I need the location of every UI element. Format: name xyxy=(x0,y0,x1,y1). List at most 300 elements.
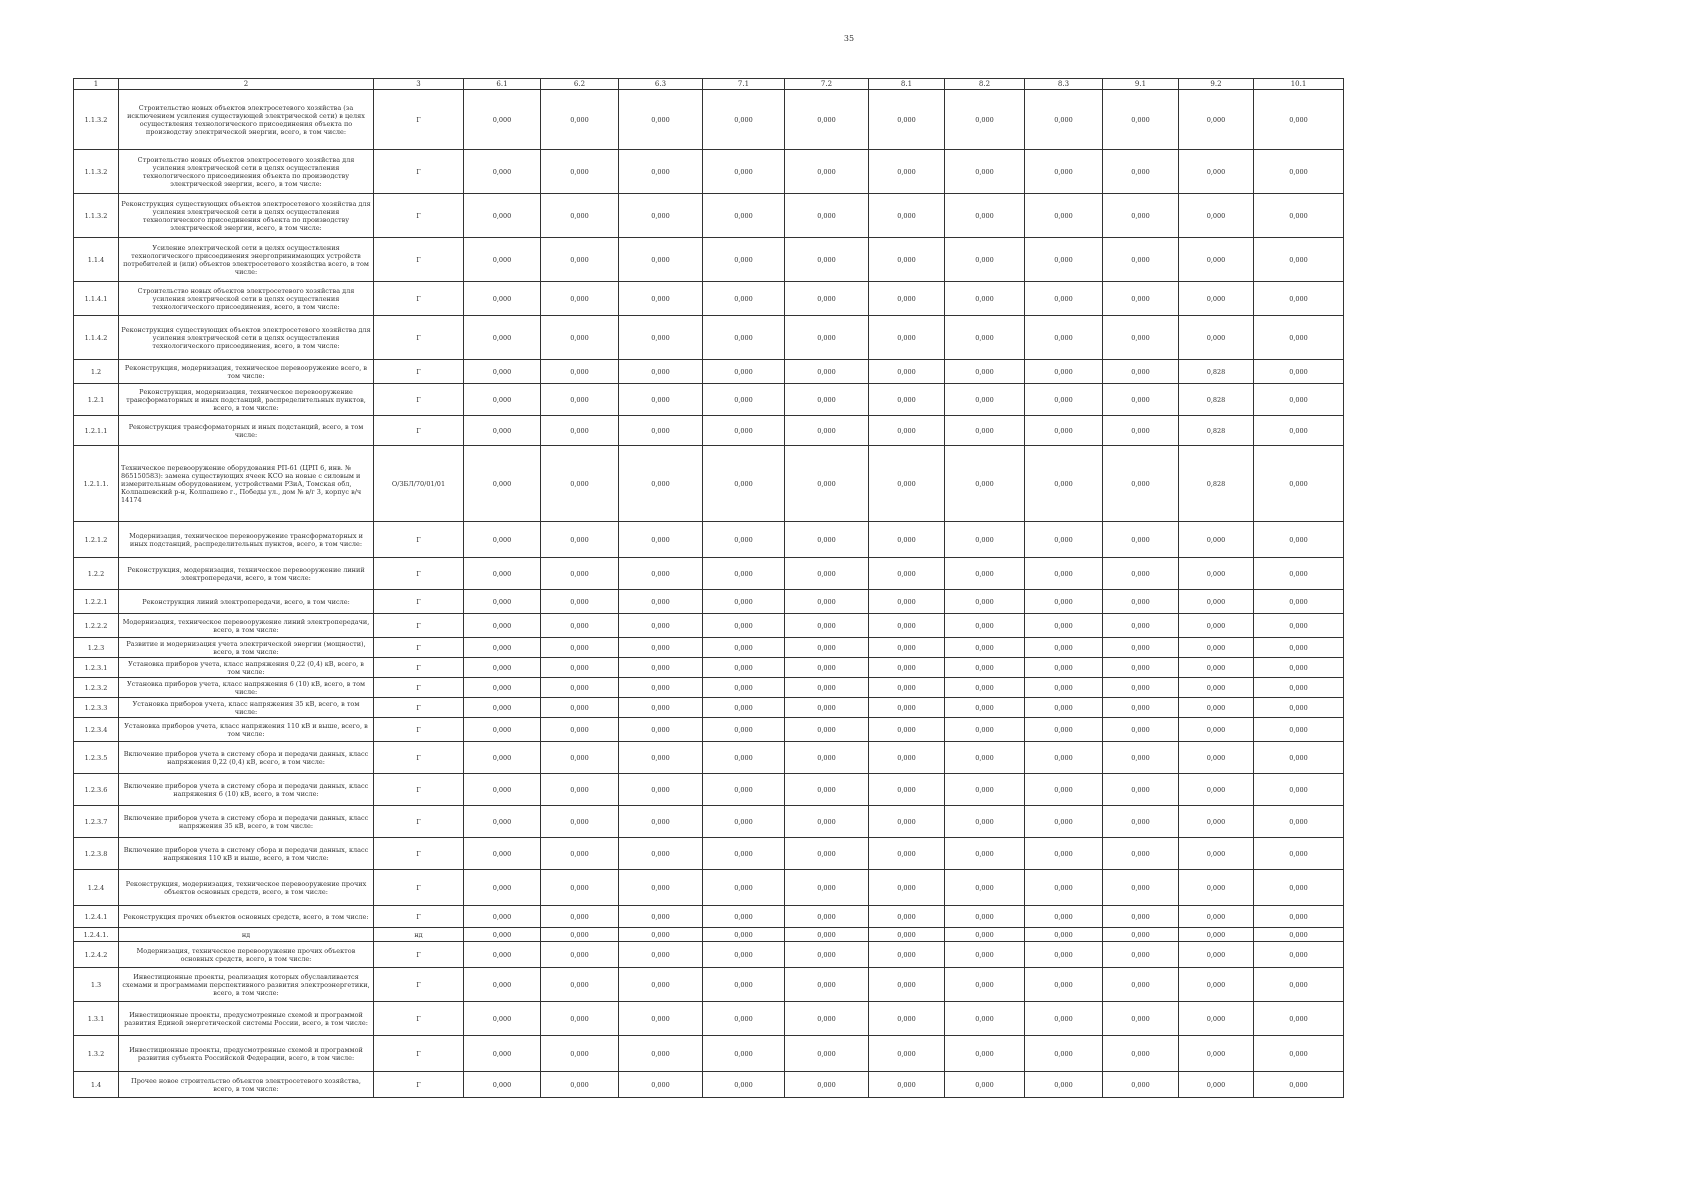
table-row xyxy=(74,678,1344,698)
value-cell: 0,000 xyxy=(1103,238,1179,282)
value-cell: 0,000 xyxy=(541,870,619,906)
value-cell: 0,000 xyxy=(785,316,869,360)
value-cell: 0,000 xyxy=(869,906,945,928)
value-cell: 0,000 xyxy=(1179,558,1254,590)
value-cell: 0,000 xyxy=(1179,968,1254,1002)
value-cell: 0,000 xyxy=(1025,316,1103,360)
value-cell: 0,000 xyxy=(1254,870,1344,906)
value-cell: 0,828 xyxy=(1179,446,1254,522)
row-code: 1.1.4 xyxy=(74,238,119,282)
value-cell: 0,000 xyxy=(541,718,619,742)
value-cell: 0,000 xyxy=(464,718,541,742)
value-cell: 0,000 xyxy=(703,718,785,742)
value-cell: 0,000 xyxy=(1254,150,1344,194)
value-cell: 0,000 xyxy=(945,522,1025,558)
value-cell: 0,000 xyxy=(1179,316,1254,360)
value-cell: 0,000 xyxy=(945,658,1025,678)
row-code: 1.2 xyxy=(74,360,119,384)
row-description: Реконструкция, модернизация, техническое перевооружение трансформаторных и иных подстанций, распределительных пунктов, всего, в том числе: xyxy=(119,384,374,416)
value-cell: 0,000 xyxy=(703,558,785,590)
row-code: 1.2.3.6 xyxy=(74,774,119,806)
table-row xyxy=(74,774,1344,806)
value-cell: 0,000 xyxy=(1103,416,1179,446)
value-cell: 0,000 xyxy=(541,806,619,838)
row-description: Реконструкция, модернизация, техническое перевооружение линий электропередачи, всего, в том числе: xyxy=(119,558,374,590)
value-cell: 0,000 xyxy=(541,150,619,194)
column-header: 9.1 xyxy=(1103,79,1179,90)
value-cell: 0,000 xyxy=(1103,150,1179,194)
row-description: Реконструкция существующих объектов электросетевого хозяйства для усиления электрической сети в целях осуществления технологического присоединения объекта по производству электрической энергии, всего, в том числе: xyxy=(119,194,374,238)
value-cell: 0,000 xyxy=(541,658,619,678)
value-cell: 0,000 xyxy=(945,590,1025,614)
value-cell: 0,000 xyxy=(619,590,703,614)
table-row xyxy=(74,1036,1344,1072)
value-cell: 0,000 xyxy=(1025,238,1103,282)
value-cell: 0,000 xyxy=(1103,1002,1179,1036)
value-cell: 0,000 xyxy=(541,838,619,870)
value-cell: 0,000 xyxy=(619,522,703,558)
value-cell: 0,000 xyxy=(541,558,619,590)
row-identifier: Г xyxy=(374,658,464,678)
value-cell: 0,000 xyxy=(869,282,945,316)
value-cell: 0,000 xyxy=(785,1036,869,1072)
value-cell: 0,000 xyxy=(1179,742,1254,774)
value-cell: 0,000 xyxy=(703,906,785,928)
value-cell: 0,000 xyxy=(619,384,703,416)
value-cell: 0,000 xyxy=(945,1002,1025,1036)
value-cell: 0,000 xyxy=(1179,838,1254,870)
row-description: Включение приборов учета в систему сбора и передачи данных, класс напряжения 35 кВ, всего, в том числе: xyxy=(119,806,374,838)
row-identifier: Г xyxy=(374,1072,464,1098)
value-cell: 0,000 xyxy=(945,638,1025,658)
value-cell: 0,000 xyxy=(703,678,785,698)
value-cell: 0,000 xyxy=(1025,774,1103,806)
value-cell: 0,828 xyxy=(1179,384,1254,416)
value-cell: 0,000 xyxy=(1103,194,1179,238)
row-identifier: Г xyxy=(374,742,464,774)
table-row xyxy=(74,942,1344,968)
value-cell: 0,000 xyxy=(1254,1036,1344,1072)
value-cell: 0,000 xyxy=(785,638,869,658)
value-cell: 0,000 xyxy=(869,806,945,838)
column-header: 10.1 xyxy=(1254,79,1344,90)
value-cell: 0,000 xyxy=(945,906,1025,928)
value-cell: 0,000 xyxy=(1179,522,1254,558)
value-cell: 0,000 xyxy=(619,1036,703,1072)
value-cell: 0,000 xyxy=(1254,90,1344,150)
value-cell: 0,000 xyxy=(541,678,619,698)
value-cell: 0,000 xyxy=(703,282,785,316)
row-identifier: Г xyxy=(374,316,464,360)
value-cell: 0,000 xyxy=(1254,446,1344,522)
value-cell: 0,000 xyxy=(1179,698,1254,718)
value-cell: 0,000 xyxy=(464,590,541,614)
row-description: Строительство новых объектов электросетевого хозяйства (за исключением усиления существующей электрической сети) в целях осуществления технологического присоединения объекта по производству электрической энергии, всего, в том числе: xyxy=(119,90,374,150)
value-cell: 0,000 xyxy=(464,1002,541,1036)
value-cell: 0,000 xyxy=(1254,968,1344,1002)
value-cell: 0,000 xyxy=(541,1072,619,1098)
row-code: 1.2.1 xyxy=(74,384,119,416)
value-cell: 0,000 xyxy=(1103,1036,1179,1072)
value-cell: 0,000 xyxy=(1179,678,1254,698)
value-cell: 0,000 xyxy=(464,968,541,1002)
value-cell: 0,000 xyxy=(1025,282,1103,316)
value-cell: 0,000 xyxy=(785,698,869,718)
value-cell: 0,000 xyxy=(464,150,541,194)
column-header: 7.2 xyxy=(785,79,869,90)
value-cell: 0,000 xyxy=(1025,806,1103,838)
value-cell: 0,000 xyxy=(785,614,869,638)
value-cell: 0,000 xyxy=(1103,774,1179,806)
value-cell: 0,000 xyxy=(619,906,703,928)
table-row xyxy=(74,614,1344,638)
row-description: Модернизация, техническое перевооружение прочих объектов основных средств, всего, в том числе: xyxy=(119,942,374,968)
value-cell: 0,000 xyxy=(1103,942,1179,968)
value-cell: 0,000 xyxy=(945,194,1025,238)
row-description: Включение приборов учета в систему сбора и передачи данных, класс напряжения 0,22 (0,4) кВ, всего, в том числе: xyxy=(119,742,374,774)
value-cell: 0,828 xyxy=(1179,416,1254,446)
row-code: 1.2.4 xyxy=(74,870,119,906)
table-row xyxy=(74,870,1344,906)
row-description: Реконструкция линий электропередачи, всего, в том числе: xyxy=(119,590,374,614)
row-code: 1.2.2.2 xyxy=(74,614,119,638)
row-code: 1.2.1.2 xyxy=(74,522,119,558)
table-row xyxy=(74,522,1344,558)
value-cell: 0,000 xyxy=(1254,658,1344,678)
value-cell: 0,000 xyxy=(464,384,541,416)
value-cell: 0,000 xyxy=(1254,238,1344,282)
value-cell: 0,000 xyxy=(1254,590,1344,614)
value-cell: 0,000 xyxy=(945,150,1025,194)
table-row xyxy=(74,1002,1344,1036)
value-cell: 0,000 xyxy=(464,838,541,870)
value-cell: 0,000 xyxy=(619,698,703,718)
value-cell: 0,000 xyxy=(619,1002,703,1036)
value-cell: 0,000 xyxy=(464,742,541,774)
value-cell: 0,000 xyxy=(1254,614,1344,638)
value-cell: 0,000 xyxy=(785,590,869,614)
row-code: 1.3.2 xyxy=(74,1036,119,1072)
value-cell: 0,000 xyxy=(464,446,541,522)
value-cell: 0,000 xyxy=(1025,384,1103,416)
value-cell: 0,000 xyxy=(869,638,945,658)
value-cell: 0,000 xyxy=(1025,906,1103,928)
value-cell: 0,000 xyxy=(1254,906,1344,928)
value-cell: 0,000 xyxy=(785,416,869,446)
value-cell: 0,000 xyxy=(1025,446,1103,522)
value-cell: 0,000 xyxy=(945,558,1025,590)
row-description: Установка приборов учета, класс напряжения 35 кВ, всего, в том числе: xyxy=(119,698,374,718)
value-cell: 0,000 xyxy=(785,558,869,590)
value-cell: 0,000 xyxy=(703,968,785,1002)
row-identifier: Г xyxy=(374,614,464,638)
value-cell: 0,000 xyxy=(1179,1036,1254,1072)
value-cell: 0,000 xyxy=(785,150,869,194)
value-cell: 0,000 xyxy=(464,906,541,928)
value-cell: 0,000 xyxy=(703,384,785,416)
row-description: нд xyxy=(119,928,374,942)
value-cell: 0,000 xyxy=(464,558,541,590)
value-cell: 0,000 xyxy=(464,238,541,282)
row-description: Установка приборов учета, класс напряжения 0,22 (0,4) кВ, всего, в том числе: xyxy=(119,658,374,678)
value-cell: 0,000 xyxy=(1103,360,1179,384)
value-cell: 0,000 xyxy=(785,194,869,238)
value-cell: 0,000 xyxy=(1179,658,1254,678)
value-cell: 0,000 xyxy=(541,774,619,806)
value-cell: 0,000 xyxy=(1254,1072,1344,1098)
value-cell: 0,000 xyxy=(703,360,785,384)
value-cell: 0,000 xyxy=(1254,718,1344,742)
value-cell: 0,000 xyxy=(703,194,785,238)
value-cell: 0,000 xyxy=(785,806,869,838)
value-cell: 0,000 xyxy=(703,698,785,718)
value-cell: 0,000 xyxy=(541,742,619,774)
table-row xyxy=(74,384,1344,416)
table-row xyxy=(74,90,1344,150)
value-cell: 0,000 xyxy=(464,522,541,558)
row-code: 1.2.3.1 xyxy=(74,658,119,678)
value-cell: 0,000 xyxy=(869,658,945,678)
value-cell: 0,000 xyxy=(1103,718,1179,742)
investment-program-table xyxy=(73,78,1344,1098)
row-identifier: Г xyxy=(374,282,464,316)
column-header: 1 xyxy=(74,79,119,90)
column-header: 6.1 xyxy=(464,79,541,90)
value-cell: 0,000 xyxy=(1025,194,1103,238)
value-cell: 0,000 xyxy=(1025,614,1103,638)
row-identifier: Г xyxy=(374,806,464,838)
value-cell: 0,000 xyxy=(1179,1072,1254,1098)
value-cell: 0,000 xyxy=(619,838,703,870)
value-cell: 0,000 xyxy=(541,282,619,316)
value-cell: 0,000 xyxy=(1254,698,1344,718)
value-cell: 0,000 xyxy=(785,870,869,906)
value-cell: 0,000 xyxy=(1254,282,1344,316)
value-cell: 0,000 xyxy=(1103,614,1179,638)
value-cell: 0,000 xyxy=(785,658,869,678)
table-row xyxy=(74,806,1344,838)
row-identifier: Г xyxy=(374,838,464,870)
row-code: 1.2.3.3 xyxy=(74,698,119,718)
row-code: 1.2.1.1 xyxy=(74,416,119,446)
value-cell: 0,000 xyxy=(464,194,541,238)
value-cell: 0,000 xyxy=(464,360,541,384)
row-description: Включение приборов учета в систему сбора и передачи данных, класс напряжения 6 (10) кВ, всего, в том числе: xyxy=(119,774,374,806)
value-cell: 0,000 xyxy=(541,928,619,942)
value-cell: 0,000 xyxy=(1025,838,1103,870)
value-cell: 0,000 xyxy=(785,1002,869,1036)
table-row xyxy=(74,194,1344,238)
row-identifier: Г xyxy=(374,968,464,1002)
value-cell: 0,000 xyxy=(1103,316,1179,360)
row-identifier: Г xyxy=(374,1002,464,1036)
value-cell: 0,000 xyxy=(869,968,945,1002)
value-cell: 0,000 xyxy=(1103,658,1179,678)
value-cell: 0,000 xyxy=(945,282,1025,316)
value-cell: 0,000 xyxy=(1025,416,1103,446)
value-cell: 0,000 xyxy=(869,614,945,638)
value-cell: 0,000 xyxy=(1025,1036,1103,1072)
value-cell: 0,000 xyxy=(464,90,541,150)
value-cell: 0,000 xyxy=(1254,774,1344,806)
value-cell: 0,000 xyxy=(869,1036,945,1072)
table-row xyxy=(74,558,1344,590)
value-cell: 0,000 xyxy=(1025,558,1103,590)
row-code: 1.2.4.2 xyxy=(74,942,119,968)
table-row xyxy=(74,718,1344,742)
row-description: Техническое перевооружение оборудования РП-61 (ЦРП 6, инв. № 865150583): замена существующих ячеек КСО на новые с силовым и измерительным оборудованием, устройствами РЗиА, Томская обл, Колпашевский р-н, Колпашево г., Победы ул., дом № в/г 3, корпус в/ч 14174 xyxy=(119,446,374,522)
value-cell: 0,000 xyxy=(541,384,619,416)
value-cell: 0,000 xyxy=(945,238,1025,282)
row-description: Реконструкция существующих объектов электросетевого хозяйства для усиления электрической сети в целях осуществления технологического присоединения, всего, в том числе: xyxy=(119,316,374,360)
value-cell: 0,000 xyxy=(1179,774,1254,806)
value-cell: 0,000 xyxy=(1103,906,1179,928)
value-cell: 0,000 xyxy=(464,658,541,678)
value-cell: 0,000 xyxy=(464,282,541,316)
value-cell: 0,000 xyxy=(1025,928,1103,942)
column-header: 6.3 xyxy=(619,79,703,90)
value-cell: 0,000 xyxy=(464,1036,541,1072)
value-cell: 0,000 xyxy=(945,718,1025,742)
value-cell: 0,000 xyxy=(703,742,785,774)
value-cell: 0,000 xyxy=(464,678,541,698)
value-cell: 0,000 xyxy=(945,806,1025,838)
value-cell: 0,000 xyxy=(869,718,945,742)
value-cell: 0,000 xyxy=(785,968,869,1002)
row-description: Установка приборов учета, класс напряжения 110 кВ и выше, всего, в том числе: xyxy=(119,718,374,742)
row-code: 1.2.1.1. xyxy=(74,446,119,522)
value-cell: 0,000 xyxy=(945,928,1025,942)
value-cell: 0,000 xyxy=(619,238,703,282)
value-cell: 0,000 xyxy=(619,150,703,194)
value-cell: 0,000 xyxy=(945,838,1025,870)
value-cell: 0,000 xyxy=(619,658,703,678)
column-header: 9.2 xyxy=(1179,79,1254,90)
row-description: Инвестиционные проекты, реализация которых обуславливается схемами и программами перспективного развития электроэнергетики, всего, в том числе: xyxy=(119,968,374,1002)
value-cell: 0,000 xyxy=(464,1072,541,1098)
value-cell: 0,000 xyxy=(1179,870,1254,906)
row-code: 1.3 xyxy=(74,968,119,1002)
value-cell: 0,000 xyxy=(1103,838,1179,870)
value-cell: 0,000 xyxy=(1103,870,1179,906)
value-cell: 0,000 xyxy=(541,614,619,638)
row-identifier: Г xyxy=(374,718,464,742)
value-cell: 0,000 xyxy=(703,638,785,658)
value-cell: 0,000 xyxy=(869,194,945,238)
value-cell: 0,000 xyxy=(785,282,869,316)
row-description: Модернизация, техническое перевооружение трансформаторных и иных подстанций, распределительных пунктов, всего, в том числе: xyxy=(119,522,374,558)
value-cell: 0,000 xyxy=(1179,150,1254,194)
row-identifier: О/ЗБЛ/70/01/01 xyxy=(374,446,464,522)
value-cell: 0,000 xyxy=(1103,590,1179,614)
value-cell: 0,000 xyxy=(464,870,541,906)
row-identifier: Г xyxy=(374,238,464,282)
value-cell: 0,000 xyxy=(1025,360,1103,384)
row-code: 1.4 xyxy=(74,1072,119,1098)
value-cell: 0,000 xyxy=(541,968,619,1002)
value-cell: 0,000 xyxy=(1254,384,1344,416)
row-description: Реконструкция прочих объектов основных средств, всего, в том числе: xyxy=(119,906,374,928)
row-code: 1.2.4.1. xyxy=(74,928,119,942)
row-description: Инвестиционные проекты, предусмотренные схемой и программой развития субъекта Российской Федерации, всего, в том числе: xyxy=(119,1036,374,1072)
value-cell: 0,000 xyxy=(703,1002,785,1036)
value-cell: 0,000 xyxy=(703,658,785,678)
row-identifier: Г xyxy=(374,942,464,968)
value-cell: 0,000 xyxy=(869,590,945,614)
row-code: 1.2.2.1 xyxy=(74,590,119,614)
table-row xyxy=(74,590,1344,614)
value-cell: 0,000 xyxy=(1025,150,1103,194)
value-cell: 0,000 xyxy=(785,446,869,522)
column-header: 8.3 xyxy=(1025,79,1103,90)
value-cell: 0,000 xyxy=(1179,1002,1254,1036)
table-row xyxy=(74,742,1344,774)
value-cell: 0,000 xyxy=(1025,870,1103,906)
value-cell: 0,000 xyxy=(1103,928,1179,942)
value-cell: 0,000 xyxy=(1103,638,1179,658)
table-row xyxy=(74,698,1344,718)
value-cell: 0,000 xyxy=(619,870,703,906)
value-cell: 0,000 xyxy=(464,316,541,360)
column-header: 8.1 xyxy=(869,79,945,90)
table-row xyxy=(74,1072,1344,1098)
value-cell: 0,000 xyxy=(1025,678,1103,698)
table-row xyxy=(74,282,1344,316)
value-cell: 0,000 xyxy=(1179,718,1254,742)
column-header: 7.1 xyxy=(703,79,785,90)
row-description: Строительство новых объектов электросетевого хозяйства для усиления электрической сети в целях осуществления технологического присоединения, всего, в том числе: xyxy=(119,282,374,316)
value-cell: 0,000 xyxy=(1025,658,1103,678)
row-description: Реконструкция, модернизация, техническое перевооружение всего, в том числе: xyxy=(119,360,374,384)
row-code: 1.1.4.1 xyxy=(74,282,119,316)
value-cell: 0,000 xyxy=(1179,590,1254,614)
value-cell: 0,000 xyxy=(619,360,703,384)
value-cell: 0,000 xyxy=(703,316,785,360)
value-cell: 0,000 xyxy=(1254,360,1344,384)
value-cell: 0,000 xyxy=(619,90,703,150)
value-cell: 0,000 xyxy=(1254,928,1344,942)
row-identifier: Г xyxy=(374,870,464,906)
value-cell: 0,000 xyxy=(1179,614,1254,638)
value-cell: 0,000 xyxy=(703,806,785,838)
value-cell: 0,000 xyxy=(945,698,1025,718)
value-cell: 0,000 xyxy=(541,360,619,384)
row-identifier: Г xyxy=(374,638,464,658)
value-cell: 0,000 xyxy=(869,316,945,360)
value-cell: 0,000 xyxy=(703,838,785,870)
value-cell: 0,000 xyxy=(785,360,869,384)
value-cell: 0,000 xyxy=(619,558,703,590)
value-cell: 0,000 xyxy=(619,446,703,522)
table-row xyxy=(74,416,1344,446)
value-cell: 0,000 xyxy=(869,384,945,416)
header-row xyxy=(74,79,1344,90)
value-cell: 0,000 xyxy=(869,446,945,522)
value-cell: 0,000 xyxy=(619,942,703,968)
row-description: Прочее новое строительство объектов электросетевого хозяйства, всего, в том числе: xyxy=(119,1072,374,1098)
value-cell: 0,000 xyxy=(869,774,945,806)
value-cell: 0,000 xyxy=(945,870,1025,906)
value-cell: 0,000 xyxy=(785,1072,869,1098)
value-cell: 0,000 xyxy=(1103,446,1179,522)
value-cell: 0,000 xyxy=(785,384,869,416)
value-cell: 0,000 xyxy=(619,638,703,658)
value-cell: 0,000 xyxy=(619,416,703,446)
value-cell: 0,000 xyxy=(541,590,619,614)
value-cell: 0,000 xyxy=(1254,558,1344,590)
value-cell: 0,000 xyxy=(945,90,1025,150)
value-cell: 0,000 xyxy=(785,742,869,774)
